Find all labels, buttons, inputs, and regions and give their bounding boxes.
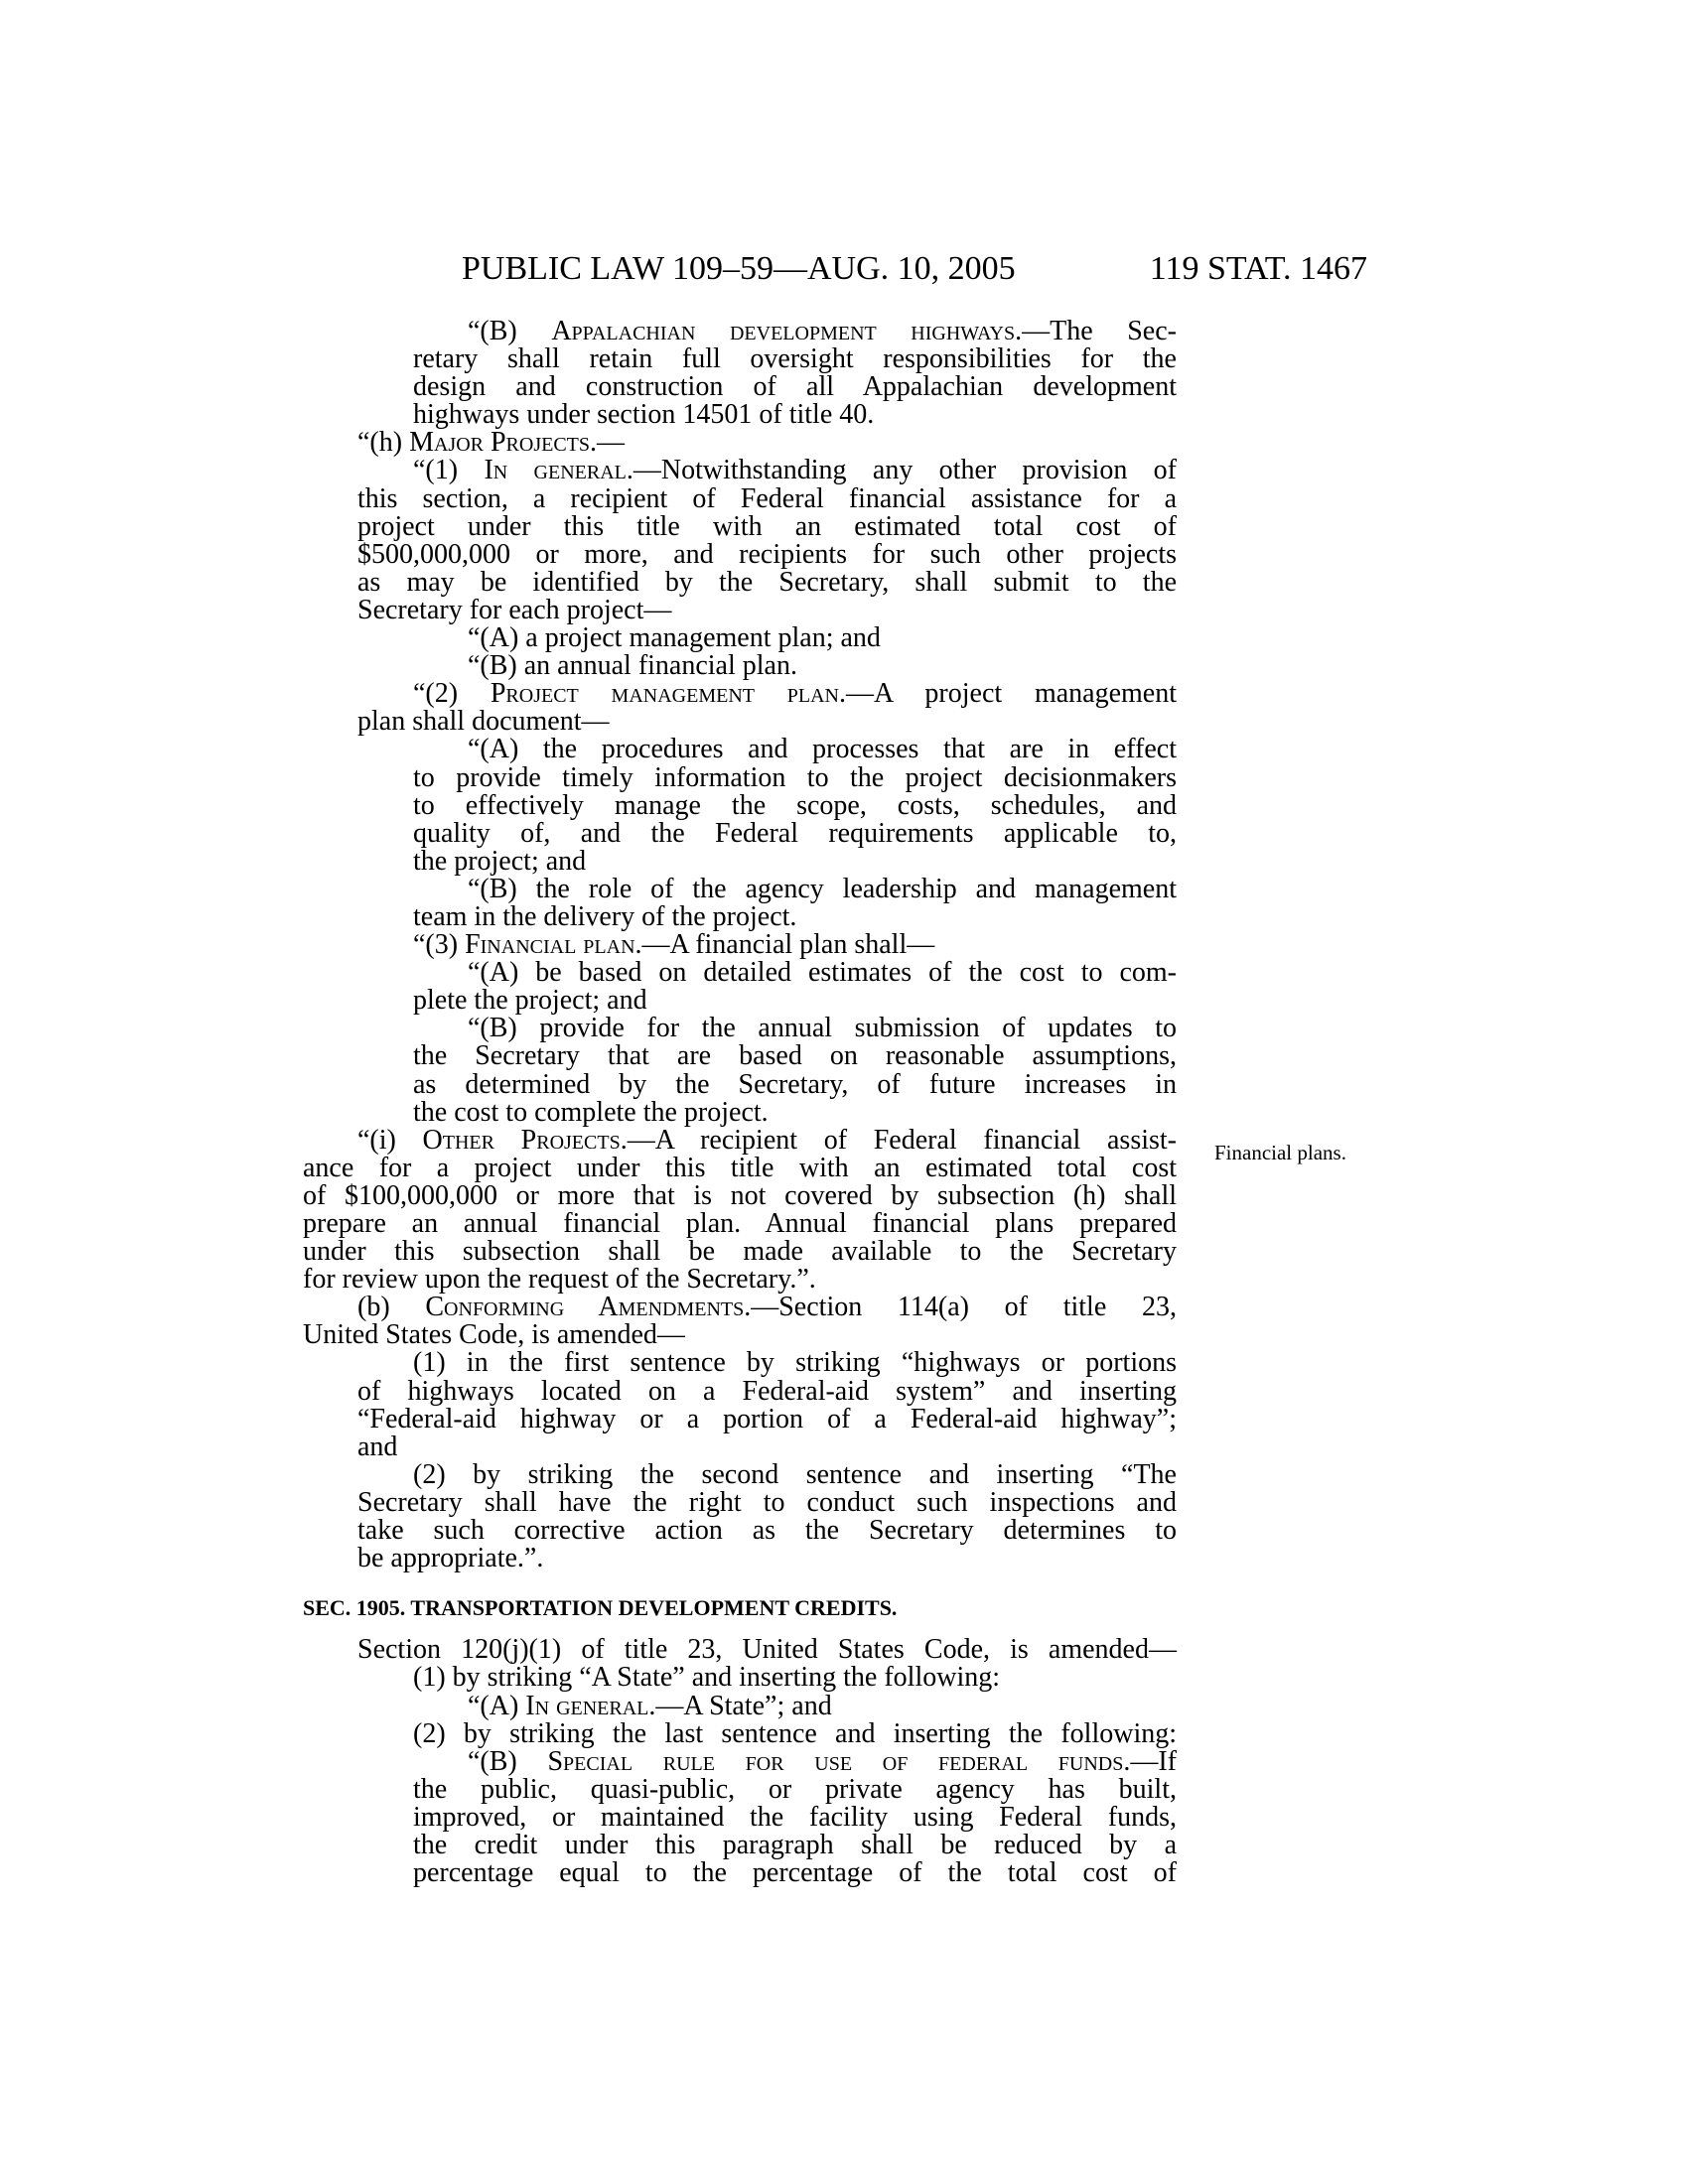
text-line: of $100,000,000 or more that is not covered by subsection (h) shall	[303, 1179, 1177, 1211]
text-line: “(A) a project management plan; and	[468, 622, 881, 654]
text-line: to effectively manage the scope, costs, schedules, and	[413, 789, 1177, 821]
text-line	[303, 1690, 1177, 1721]
line-prefix: “(h)	[357, 427, 410, 459]
text-line: be appropriate.”.	[357, 1543, 544, 1574]
text-line: plete the project; and	[413, 985, 647, 1017]
text-line: team in the delivery of the project.	[413, 900, 797, 932]
small-caps-heading: In general	[484, 455, 627, 486]
line-remainder: .—A State”; and	[648, 1690, 832, 1721]
text-line	[303, 457, 1177, 484]
section-heading: SEC. 1905. TRANSPORTATION DEVELOPMENT CREDITS.	[303, 1595, 898, 1621]
text-line: percentage equal to the percentage of the total cost of	[413, 1857, 1177, 1889]
small-caps-heading: Conforming Amendments	[425, 1292, 745, 1323]
small-caps-heading: In general	[525, 1690, 649, 1721]
text-line: “(A) the procedures and processes that are in effect	[468, 734, 1177, 765]
line-prefix: “(i)	[357, 1124, 423, 1156]
text-line: Section 120(j)(1) of title 23, United States Code, is amended—	[357, 1634, 1177, 1666]
text-line: the cost to complete the project.	[413, 1096, 769, 1128]
text-line: the public, quasi-public, or private agency has built,	[413, 1773, 1177, 1805]
line-prefix: “(A)	[468, 1690, 526, 1721]
text-line: project under this title with an estimated total cost of	[357, 510, 1177, 542]
statute-page-number: 119 STAT. 1467	[1149, 250, 1367, 287]
text-line: (1) by striking “A State” and inserting the following:	[413, 1662, 1001, 1694]
line-prefix: “(3)	[413, 929, 466, 961]
text-line: plan shall document—	[357, 706, 610, 738]
amendment-text-block	[303, 318, 1177, 1572]
text-line	[303, 318, 1177, 345]
text-line	[303, 680, 1177, 708]
text-line	[303, 1294, 1177, 1321]
text-line: “Federal-aid highway or a portion of a Federal-aid highway”;	[357, 1403, 1177, 1434]
text-line	[303, 931, 1177, 959]
small-caps-heading: Major Projects	[409, 427, 591, 459]
line-prefix: “(B)	[468, 316, 552, 346]
text-line: the Secretary that are based on reasonable assumptions,	[413, 1040, 1177, 1072]
line-remainder: .—If	[1123, 1745, 1177, 1777]
text-line	[303, 429, 1177, 457]
text-line: “(B) an annual financial plan.	[468, 650, 797, 682]
small-caps-heading: Financial plan	[465, 929, 635, 961]
text-line: (1) in the first sentence by striking “highways or portions	[413, 1347, 1177, 1379]
line-remainder: .—A recipient of Federal financial assist-	[620, 1124, 1177, 1156]
text-line: “(B) the role of the agency leadership and management	[468, 873, 1177, 904]
text-line	[303, 1124, 1177, 1156]
text-line: under this subsection shall be made available to the Secretary	[303, 1236, 1177, 1268]
line-prefix: “(1)	[413, 455, 485, 486]
line-prefix: (b)	[357, 1292, 426, 1323]
text-line: for review upon the request of the Secretary.”.	[303, 1264, 816, 1296]
running-head-title: PUBLIC LAW 109–59—AUG. 10, 2005	[462, 250, 1016, 287]
text-line: ance for a project under this title with an estimated total cost	[303, 1152, 1177, 1183]
section-text-block	[303, 1636, 1177, 1887]
line-remainder: .—Notwithstanding any other provision of	[626, 455, 1177, 486]
text-line: the credit under this paragraph shall be reduced by a	[413, 1829, 1177, 1860]
text-line: the project; and	[413, 845, 587, 877]
small-caps-heading: Appalachian development highways	[551, 316, 1016, 346]
text-line: take such corrective action as the Secretary determines to	[357, 1515, 1177, 1547]
text-line: improved, or maintained the facility using Federal funds,	[413, 1801, 1177, 1833]
text-line: Secretary shall have the right to conduct such inspections and	[357, 1486, 1177, 1518]
text-line: prepare an annual financial plan. Annual financial plans prepared	[303, 1208, 1177, 1239]
text-line: (2) by striking the second sentence and inserting “The	[413, 1458, 1177, 1490]
line-prefix: “(2)	[413, 678, 491, 710]
small-caps-heading: Special rule for use of federal funds	[547, 1745, 1124, 1777]
line-remainder: .—A project management	[838, 678, 1177, 710]
document-body	[303, 318, 1177, 1887]
line-remainder: .—	[590, 427, 626, 459]
text-line: United States Code, is amended—	[303, 1319, 685, 1351]
line-remainder: .—A financial plan shall—	[634, 929, 935, 961]
text-line: as may be identified by the Secretary, shall submit to the	[357, 566, 1177, 598]
text-line: $500,000,000 or more, and recipients for such other projects	[357, 538, 1177, 570]
text-line: to provide timely information to the project decisionmakers	[413, 761, 1177, 793]
running-head	[462, 246, 1367, 292]
text-line: design and construction of all Appalachian development	[413, 371, 1177, 403]
text-line: this section, a recipient of Federal financial assistance for a	[357, 482, 1177, 514]
text-line: Secretary for each project—	[357, 594, 672, 625]
text-line: quality of, and the Federal requirements applicable to,	[413, 817, 1177, 849]
text-line: retary shall retain full oversight responsibilities for the	[413, 343, 1177, 375]
line-remainder: .—Section 114(a) of title 23,	[744, 1292, 1177, 1323]
small-caps-heading: Project management plan	[490, 678, 839, 710]
line-remainder: .—The Sec-	[1015, 316, 1177, 346]
text-line: of highways located on a Federal-aid system” and inserting	[357, 1375, 1177, 1407]
text-line: and	[357, 1431, 398, 1462]
text-line: “(B) provide for the annual submission of updates to	[468, 1013, 1177, 1044]
text-line: (2) by striking the last sentence and inserting the following:	[413, 1717, 1177, 1749]
margin-note: Financial plans.	[1214, 1141, 1346, 1164]
text-line: as determined by the Secretary, of future increases in	[413, 1068, 1177, 1100]
text-line: highways under section 14501 of title 40.	[413, 399, 875, 431]
small-caps-heading: Other Projects	[422, 1124, 621, 1156]
text-line	[303, 1745, 1177, 1777]
text-line: “(A) be based on detailed estimates of the cost to com-	[468, 957, 1177, 989]
line-prefix: “(B)	[468, 1745, 548, 1777]
